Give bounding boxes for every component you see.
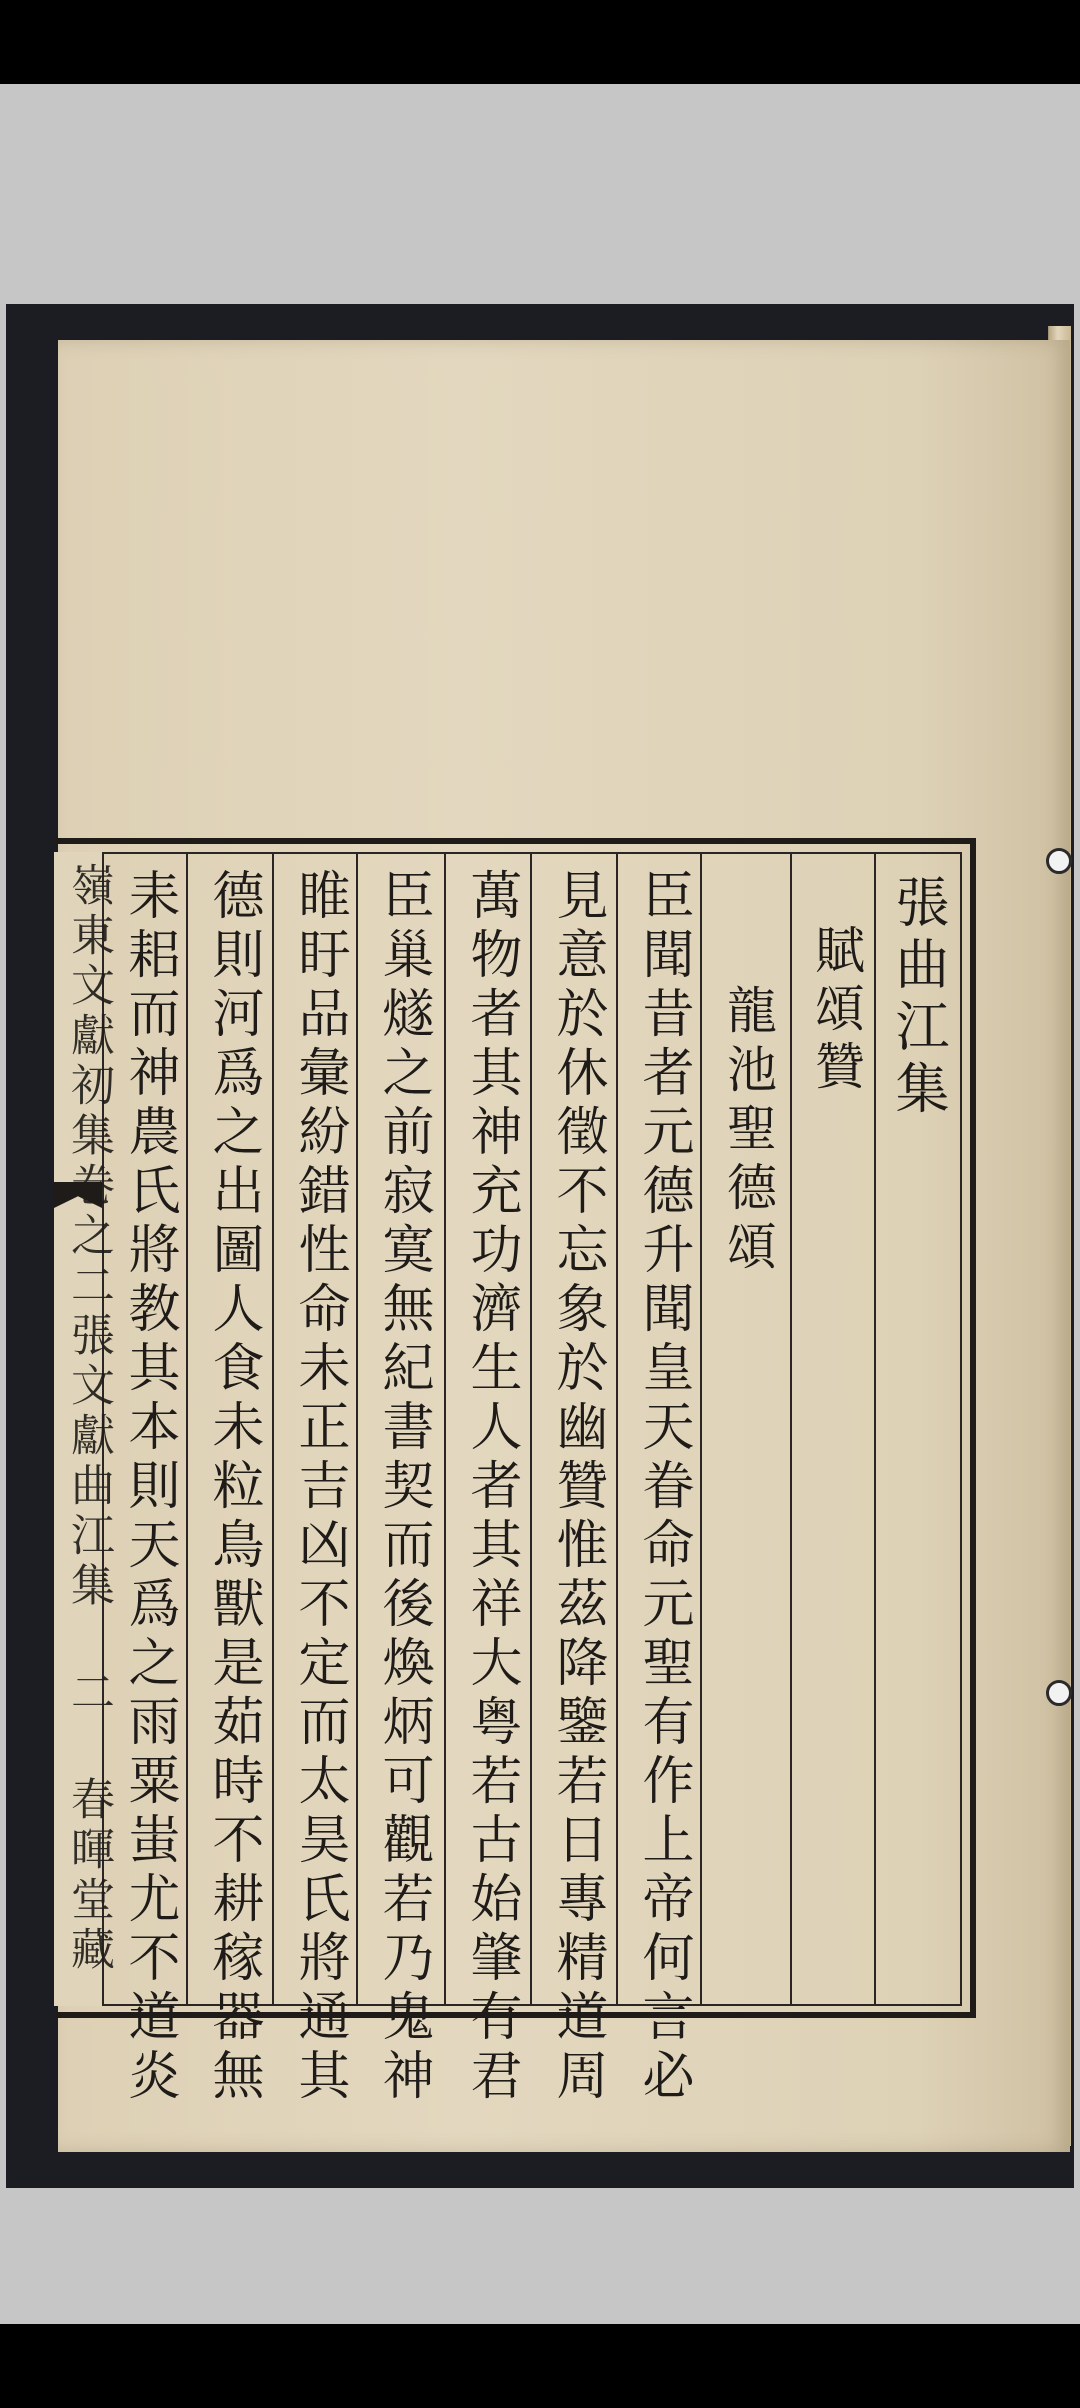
column-divider — [530, 852, 532, 2006]
text-column: 德則河爲之出圖人食未粒鳥獸是茹時不耕稼器無 — [203, 868, 263, 2107]
text-column: 臣巢燧之前寂寞無紀書契而後煥炳可觀若乃鬼神 — [373, 868, 433, 2107]
text-column: 臣聞昔者元德升聞皇天眷命元聖有作上帝何言必 — [633, 868, 693, 2107]
status-bar — [0, 0, 1080, 84]
text-column: 睢盱品彙紛錯性命未正吉凶不定而太昊氏將通其 — [289, 868, 349, 2107]
margin-text: 嶺東文獻初集卷之二張文獻曲江集 二 春暉堂藏 — [63, 862, 114, 1976]
column-divider — [874, 852, 876, 2006]
book-header-title: 張曲江集 — [887, 874, 950, 1122]
text-column: 耒耜而神農氏將教其本則天爲之雨粟蚩尤不道炎 — [119, 868, 179, 2107]
section-heading: 賦頌贊 — [807, 924, 865, 1098]
text-column: 萬物者其神充功濟生人者其祥大粤若古始肇有君 — [461, 868, 521, 2107]
column-divider — [444, 852, 446, 2006]
text-column: 見意於休徵不忘象於幽贊惟茲降鑒若日專精道周 — [547, 868, 607, 2107]
binding-hole-icon — [1046, 1680, 1072, 1706]
column-divider — [272, 852, 274, 2006]
column-divider — [616, 852, 618, 2006]
navigation-bar — [0, 2324, 1080, 2408]
piece-title: 龍池聖德頌 — [719, 984, 777, 1279]
column-divider — [790, 852, 792, 2006]
binding-hole-icon — [1046, 848, 1072, 874]
